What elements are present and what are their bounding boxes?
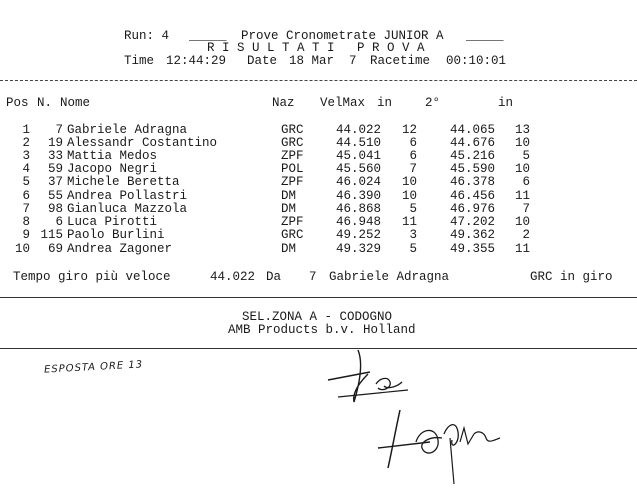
cell-lap1: 6 <box>409 149 417 163</box>
cell-naz: ZPF <box>281 215 304 229</box>
cell-velmax: 46.868 <box>336 202 382 216</box>
cell-naz: GRC <box>281 136 304 150</box>
table-row <box>0 215 637 229</box>
cell-lap2: 7 <box>522 202 530 216</box>
table-row <box>0 202 637 216</box>
cell-second: 49.362 <box>450 228 496 242</box>
time-label: Time <box>124 54 155 68</box>
cell-num: 37 <box>47 175 63 189</box>
cell-lap2: 5 <box>522 149 530 163</box>
table-row <box>0 149 637 163</box>
cell-velmax: 46.024 <box>336 175 382 189</box>
middle-divider <box>0 297 637 298</box>
cell-second: 45.590 <box>450 162 496 176</box>
cell-lap2: 10 <box>514 215 530 229</box>
cell-num: 6 <box>55 215 63 229</box>
table-row <box>0 175 637 189</box>
top-divider <box>0 80 637 81</box>
cell-lap2: 13 <box>514 123 530 137</box>
table-row <box>0 228 637 242</box>
cell-lap1: 11 <box>401 215 417 229</box>
cell-pos: 1 <box>22 123 30 137</box>
best-lap-by: Da <box>266 270 282 284</box>
cell-naz: ZPF <box>281 149 304 163</box>
cell-velmax: 45.560 <box>336 162 382 176</box>
cell-velmax: 49.329 <box>336 242 382 256</box>
cell-second: 49.355 <box>450 242 496 256</box>
cell-naz: POL <box>281 162 304 176</box>
cell-pos: 4 <box>22 162 30 176</box>
run-label: Run: 4 <box>124 29 170 43</box>
cell-num: 59 <box>47 162 63 176</box>
cell-lap1: 5 <box>409 242 417 256</box>
cell-lap1: 6 <box>409 136 417 150</box>
cell-second: 45.216 <box>450 149 496 163</box>
col-naz: Naz <box>272 96 295 110</box>
signature-lower <box>360 398 520 488</box>
cell-name: Luca Pirotti <box>67 215 158 229</box>
cell-lap1: 7 <box>409 162 417 176</box>
cell-velmax: 45.041 <box>336 149 382 163</box>
cell-num: 98 <box>47 202 63 216</box>
col-in-1: in <box>377 96 393 110</box>
footer-line-2: AMB Products b.v. Holland <box>228 323 416 337</box>
cell-lap1: 12 <box>401 123 417 137</box>
cell-name: Jacopo Negri <box>67 162 158 176</box>
time-value: 12:44:29 <box>166 54 227 68</box>
table-row <box>0 189 637 203</box>
best-lap-row <box>0 270 637 284</box>
cell-num: 115 <box>40 228 63 242</box>
cell-lap2: 6 <box>522 175 530 189</box>
cell-naz: DM <box>281 242 297 256</box>
col-velmax: VelMax <box>320 96 366 110</box>
cell-name: Gianluca Mazzola <box>67 202 188 216</box>
cell-name: Alessandr Costantino <box>67 136 218 150</box>
cell-naz: GRC <box>281 228 304 242</box>
results-title: R I S U L T A T I P R O V A <box>207 41 425 55</box>
cell-velmax: 49.252 <box>336 228 382 242</box>
racetime-label: Racetime <box>370 54 431 68</box>
cell-name: Andrea Zagoner <box>67 242 173 256</box>
table-row <box>0 136 637 150</box>
col-second: 2° <box>425 96 441 110</box>
cell-num: 55 <box>47 189 63 203</box>
cell-lap1: 10 <box>401 175 417 189</box>
best-lap-label: Tempo giro più veloce <box>13 270 171 284</box>
cell-name: Mattia Medos <box>67 149 158 163</box>
cell-naz: DM <box>281 202 297 216</box>
cell-second: 46.456 <box>450 189 496 203</box>
date-value: 18 Mar 7 <box>289 54 357 68</box>
col-pos: Pos <box>6 96 29 110</box>
cell-lap1: 10 <box>401 189 417 203</box>
cell-num: 7 <box>55 123 63 137</box>
cell-pos: 8 <box>22 215 30 229</box>
best-lap-time: 44.022 <box>210 270 256 284</box>
cell-velmax: 46.948 <box>336 215 382 229</box>
cell-lap2: 10 <box>514 136 530 150</box>
best-lap-name: Gabriele Adragna <box>329 270 450 284</box>
cell-second: 44.676 <box>450 136 496 150</box>
cell-pos: 5 <box>22 175 30 189</box>
cell-second: 47.202 <box>450 215 496 229</box>
cell-lap2: 2 <box>522 228 530 242</box>
cell-name: Andrea Pollastri <box>67 189 188 203</box>
session-title: Prove Cronometrate JUNIOR A <box>241 29 444 43</box>
cell-lap1: 3 <box>409 228 417 242</box>
table-row <box>0 123 637 137</box>
cell-velmax: 46.390 <box>336 189 382 203</box>
cell-pos: 3 <box>22 149 30 163</box>
cell-num: 33 <box>47 149 63 163</box>
cell-pos: 9 <box>22 228 30 242</box>
column-header-row <box>0 96 637 110</box>
racetime-value: 00:10:01 <box>446 54 507 68</box>
cell-name: Michele Beretta <box>67 175 180 189</box>
cell-naz: GRC <box>281 123 304 137</box>
cell-lap2: 11 <box>514 189 530 203</box>
cell-lap2: 10 <box>514 162 530 176</box>
col-name: Nome <box>60 96 91 110</box>
cell-num: 19 <box>47 136 63 150</box>
cell-pos: 2 <box>22 136 30 150</box>
handwritten-note: ESPOSTA ORE 13 <box>43 359 144 376</box>
col-in-2: in <box>498 96 514 110</box>
cell-lap1: 5 <box>409 202 417 216</box>
best-lap-team-note: GRC in giro <box>530 270 613 284</box>
cell-pos: 10 <box>14 242 30 256</box>
best-lap-num: 7 <box>309 270 317 284</box>
table-row <box>0 242 637 256</box>
cell-naz: DM <box>281 189 297 203</box>
cell-num: 69 <box>47 242 63 256</box>
run-blank: _____ <box>189 29 227 43</box>
cell-pos: 7 <box>22 202 30 216</box>
cell-lap2: 11 <box>514 242 530 256</box>
date-label: Date <box>247 54 278 68</box>
cell-second: 46.976 <box>450 202 496 216</box>
cell-second: 44.065 <box>450 123 496 137</box>
cell-name: Paolo Burlini <box>67 228 165 242</box>
cell-second: 46.378 <box>450 175 496 189</box>
footer-line-1: SEL.ZONA A - CODOGNO <box>242 310 393 324</box>
session-blank: _____ <box>466 29 504 43</box>
col-num: N. <box>37 96 53 110</box>
table-row <box>0 162 637 176</box>
cell-velmax: 44.022 <box>336 123 382 137</box>
cell-pos: 6 <box>22 189 30 203</box>
cell-naz: ZPF <box>281 175 304 189</box>
cell-name: Gabriele Adragna <box>67 123 188 137</box>
cell-velmax: 44.510 <box>336 136 382 150</box>
